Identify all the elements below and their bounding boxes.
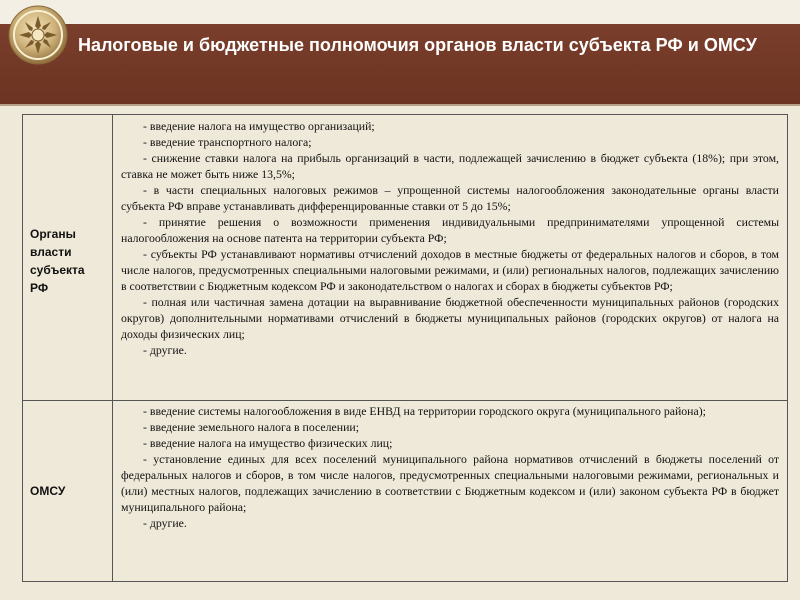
row-content-cell [113, 401, 787, 581]
row-content-cell [113, 115, 787, 400]
list-item: - снижение ставки налога на прибыль организаций в части, подлежащей зачислению в бюджет субъекта (18%); при этом, ставка не может быть ниже 13,5%; [121, 151, 779, 181]
list-item: - введение системы налогообложения в виде ЕНВД на территории городского округа (муниципального района); [143, 404, 706, 418]
slide-header [0, 0, 800, 105]
list-item: - введение земельного налога в поселении; [143, 420, 359, 434]
list-item: - в части специальных налоговых режимов – упрощенной системы налогообложения законодательные органы власти субъекта РФ вправе устанавливать дифференцированные ставки от 5 до 15%; [121, 183, 779, 213]
list-item: - введение транспортного налога; [143, 135, 312, 149]
table-row-omsu [23, 401, 787, 581]
row-label: ОМСУ [30, 484, 66, 498]
list-item: - принятие решения о возможности применения индивидуальными предпринимателями упрощенной системы налогообложения на основе патента на территории субъекта РФ; [121, 215, 779, 245]
row-label-cell [23, 401, 113, 581]
list-item: - введение налога на имущество физических лиц; [143, 436, 393, 450]
list-item: - установление единых для всех поселений муниципального района нормативов отчислений в бюджеты поселений от федеральных налогов и сборов, в том числе налогов, предусмотренных специальными налоговыми режимами, региональных и (или) местных налогов, подлежащих зачислению в соответствии с Бюджетным кодексом и (или) законом субъекта РФ в бюджет муниципального района; [121, 452, 779, 514]
page-title: Налоговые и бюджетные полномочия органов власти субъекта РФ и ОМСУ [78, 35, 757, 55]
row-label: Органы власти субъекта РФ [30, 227, 85, 295]
list-item: - другие. [143, 343, 187, 357]
list-item: - полная или частичная замена дотации на выравнивание бюджетной обеспеченности муниципальных районов (городских округов) дополнительными нормативами отчислений в бюджеты муниципальных районов (городских округов) от налога на доходы физических лиц; [121, 295, 779, 341]
powers-table [22, 114, 788, 582]
row-label-cell [23, 115, 113, 400]
list-item: - введение налога на имущество организаций; [143, 119, 375, 133]
list-item: - другие. [143, 516, 187, 530]
emblem-icon [7, 4, 69, 66]
table-row-subject-rf [23, 115, 787, 401]
list-item: - субъекты РФ устанавливают нормативы отчислений доходов в местные бюджеты от федеральных налогов и сборов, в том числе налогов, предусмотренных специальными налоговыми режимами, и (или) региональных налогов, подлежащих зачислению в соответствии с Бюджетным кодексом РФ и законодательством о налогах и сборах в бюджеты субъектов РФ; [121, 247, 779, 293]
